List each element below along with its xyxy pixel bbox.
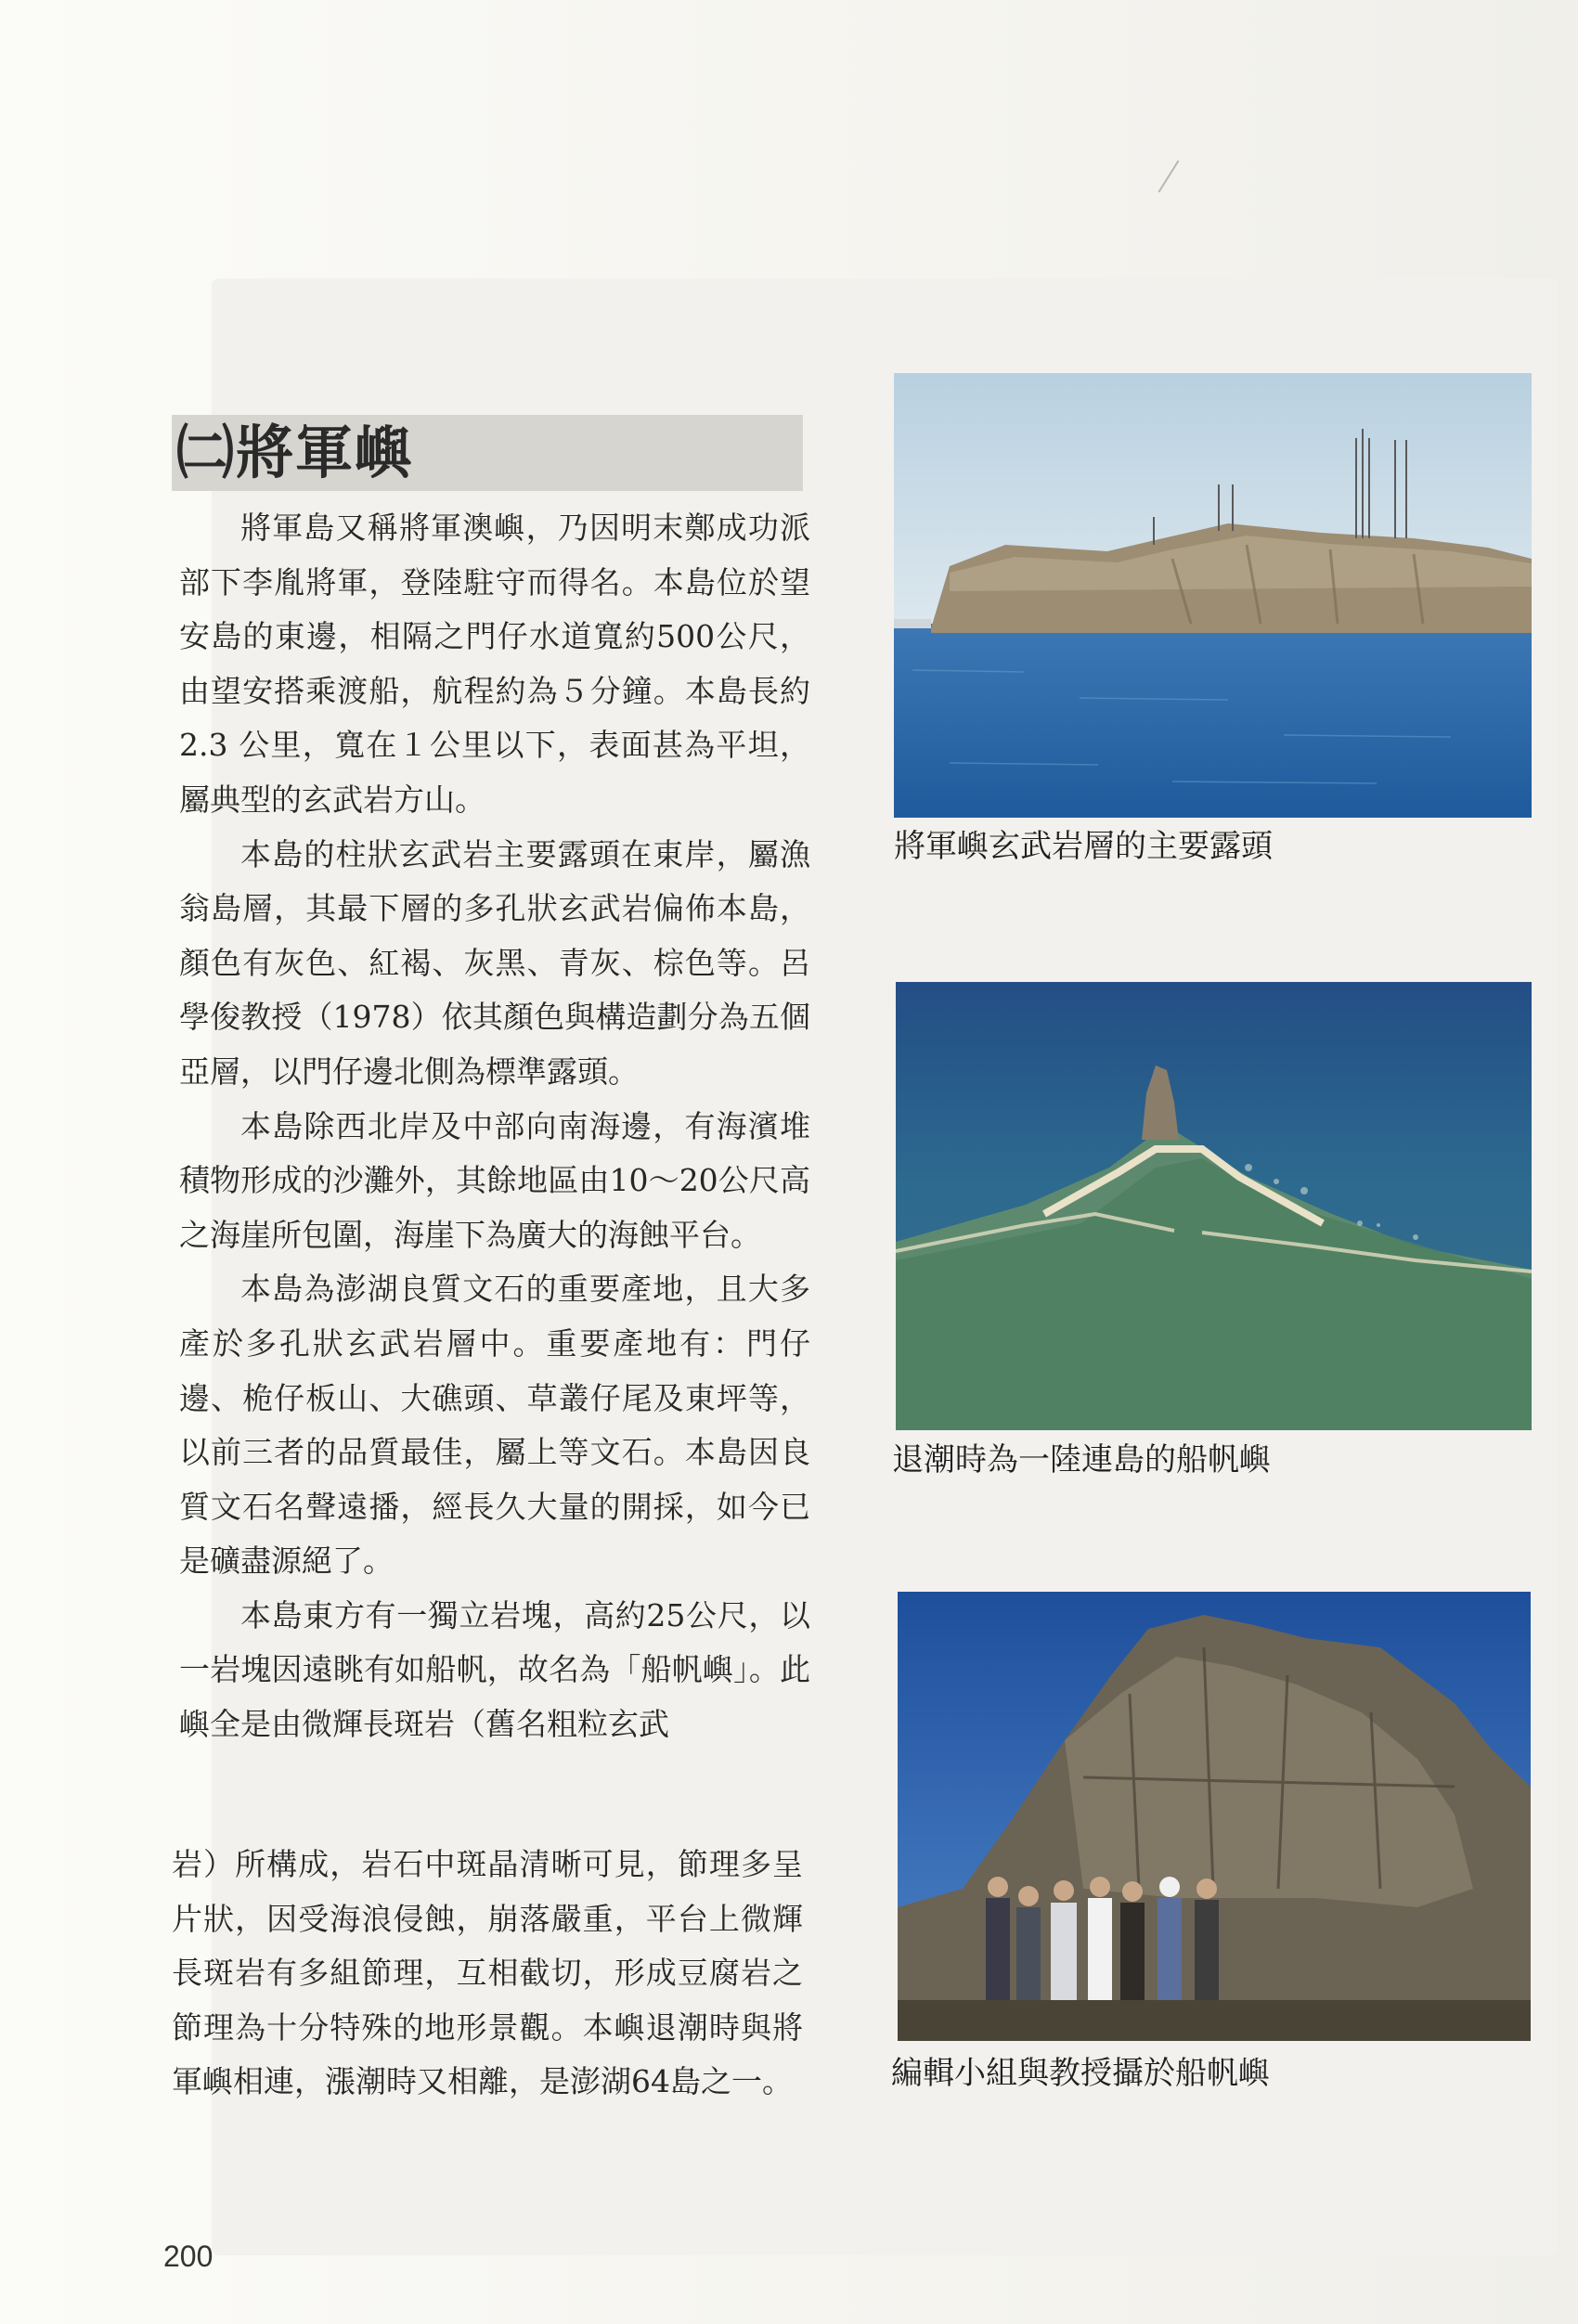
tombolo-image — [896, 982, 1532, 1430]
group-image — [898, 1592, 1531, 2041]
paragraph-5: 本島東方有一獨立岩塊，高約25公尺，以一岩塊因遠眺有如船帆，故名為「船帆嶼」。此嶼全是由微輝長斑岩（舊名粗粒玄武 — [179, 1596, 810, 1743]
page-number: 200 — [163, 2240, 213, 2273]
paragraph-4: 本島為澎湖良質文石的重要產地，且大多產於多孔狀玄武岩層中。重要產地有：門仔邊、桅仔板山、大礁頭、草叢仔尾及東坪等，以前三者的品質最佳，屬上等文石。本島因良質文石名聲遠播，經長久大量的開採，如今已是礦盡源絕了。 — [179, 1271, 810, 1580]
paragraph-3: 本島除西北岸及中部向南海邊，有海濱堆積物形成的沙灘外，其餘地區由10～20公尺高之海崖所包圍，海崖下為廣大的海蝕平台。 — [179, 1107, 810, 1253]
photo-caption-1: 將軍嶼玄武岩層的主要露頭 — [894, 828, 1273, 865]
section-number: ㈡ — [176, 419, 237, 486]
photo-caption-2: 退潮時為一陸連島的船帆嶼 — [892, 1441, 1271, 1478]
tombolo-photo — [896, 982, 1532, 1430]
paragraph-2: 本島的柱狀玄武岩主要露頭在東岸，屬漁翁島層，其最下層的多孔狀玄武岩偏佈本島，顏色有灰色、紅褐、灰黑、青灰、棕色等。呂學俊教授（1978）依其顏色與構造劃分為五個亞層，以門仔邊北側為標準露頭。 — [179, 835, 810, 1090]
photo-caption-3: 編輯小組與教授攝於船帆嶼 — [891, 2055, 1270, 2092]
group-photo — [898, 1592, 1531, 2041]
paragraph-5-continuation: 岩）所構成，岩石中斑晶清晰可見，節理多呈片狀，因受海浪侵蝕，崩落嚴重，平台上微輝長斑岩有多組節理，互相截切，形成豆腐岩之節理為十分特殊的地形景觀。本嶼退潮時與將軍嶼相連，漲潮時又相離，是澎湖64島之一。 — [172, 1846, 803, 2099]
body-text-continuation — [172, 1838, 803, 2110]
island-image — [894, 373, 1532, 818]
paragraph-1: 將軍島又稱將軍澳嶼，乃因明末鄭成功派部下李胤將軍，登陸駐守而得名。本島位於望安島的東邊，相隔之門仔水道寬約500公尺，由望安搭乘渡船，航程約為５分鐘。本島長約 2.3 公里，寬在１公里以下，表面甚為平坦，屬典型的玄武岩方山。 — [179, 510, 810, 818]
body-text-column — [179, 501, 810, 1752]
island-photo — [894, 373, 1532, 818]
section-title-text: 將軍嶼 — [236, 419, 415, 486]
section-title — [176, 420, 414, 486]
